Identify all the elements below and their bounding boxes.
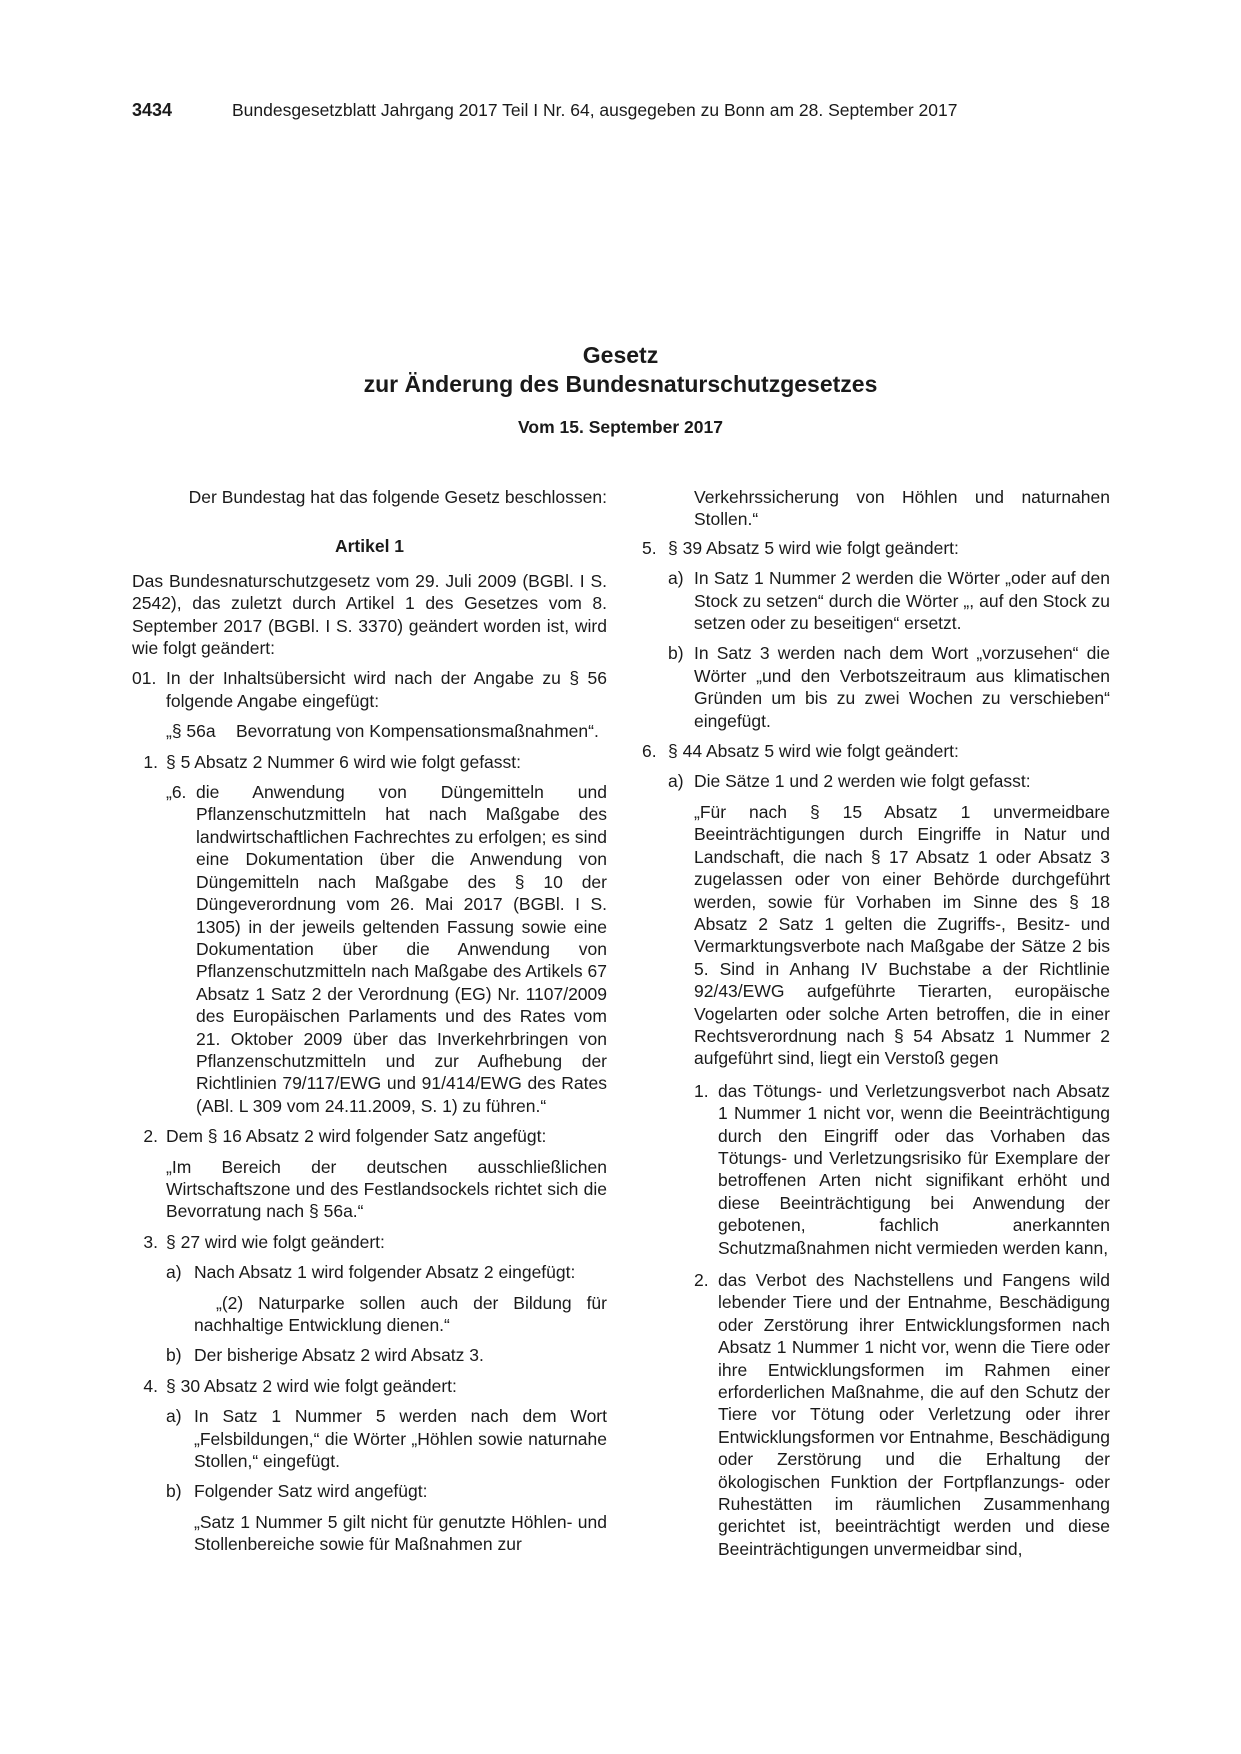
header-text: Bundesgesetzblatt Jahrgang 2017 Teil I Nr. 64, ausgegeben zu Bonn am 28. September 2017 xyxy=(232,100,958,120)
quoted-provision: „6. die Anwendung von Düngemitteln und Pflanzenschutzmitteln hat nach Maßgabe des landwirtschaftlichen Fachrechtes zu erfolgen; es sind eine Dokumentation über die Anwendung von Düngemitteln nach Maßgabe des § 10 der Düngeverordnung vom 26. Mai 2017 (BGBl. I S. 1305) in der jeweils geltenden Fassung sowie eine Dokumentation über die Anwendung von Pflanzenschutzmitteln nach Maßgabe des Artikels 67 Absatz 1 Satz 2 der Verordnung (EG) Nr. 1107/2009 des Europäischen Parlaments und des Rates vom 21. Oktober 2009 über das Inverkehrbringen von Pflanzenschutzmitteln und zur Aufhebung der Richtlinien 79/117/EWG und 91/414/EWG des Rates (ABl. L 309 vom 24.11.2009, S. 1) zu führen.“ xyxy=(166,782,607,1116)
quoted-provision: „Für nach § 15 Absatz 1 unvermeidbare Beeinträchtigungen durch Eingriffe in Natur und Landschaft, die nach § 17 Absatz 1 oder Absatz 3 zugelassen oder von einer Behörde durchgeführt werden, sowie für Vorhaben im Sinne des § 18 Absatz 2 Satz 1 gelten die Zugriffs-, Besitz- und Vermarktungsverbote nach Maßgabe der Sätze 2 bis 5. Sind in Anhang IV Buchstabe a der Richtlinie 92/43/EWG aufgeführte Tierarten, europäische Vogelarten oder solche Arten betroffen, die in einer Rechtsverordnung nach § 54 Absatz 1 Nummer 2 aufgeführt sind, liegt ein Verstoß gegen xyxy=(694,801,1110,1069)
continued-text: Verkehrssicherung von Höhlen und naturnahen Stollen.“ xyxy=(694,487,1110,530)
quoted-paragraph: „(2) Naturparke sollen auch der Bildung für nachhaltige Entwicklung dienen.“ xyxy=(194,1292,607,1335)
quoted-sentence: „Satz 1 Nummer 5 gilt nicht für genutzte Höhlen- und Stollenbereiche sowie für Maßnahmen zur xyxy=(194,1511,607,1555)
list-item-6: 6. § 44 Absatz 5 wird wie folgt geändert: xyxy=(642,741,959,762)
title-line-2: zur Änderung des Bundesnaturschutzgesetzes xyxy=(363,371,878,397)
sub-item-5b: b) In Satz 3 werden nach dem Wort „vorzusehen“ die Wörter „und den Verbotszeitraum aus klimatischen Gründen um bis zu zwei Wochen zu verschieben“ eingefügt. xyxy=(668,643,1110,731)
sub-item-4a: a) In Satz 1 Nummer 5 werden nach dem Wort „Felsbildungen,“ die Wörter „Höhlen sowie naturnahe Stollen,“ eingefügt. xyxy=(166,1406,607,1472)
title-line-1: Gesetz xyxy=(582,342,659,368)
article-intro: Das Bundesnaturschutzgesetz vom 29. Juli 2009 (BGBl. I S. 2542), das zuletzt durch Artikel 1 des Gesetzes vom 8. September 2017 (BGBl. I S. 3370) geändert worden ist, wird wie folgt geändert: xyxy=(132,570,607,659)
inserted-entry: „§ 56a Bevorratung von Kompensationsmaßnahmen“. xyxy=(166,721,599,742)
list-item-4: 4. § 30 Absatz 2 wird wie folgt geändert: xyxy=(143,1375,457,1396)
enactment-clause: Der Bundestag hat das folgende Gesetz beschlossen: xyxy=(188,487,607,507)
sub-item-5a: a) In Satz 1 Nummer 2 werden die Wörter „oder auf den Stock zu setzen“ durch die Wörter „, auf den Stock zu setzen oder zu beseitigen“ ersetzt. xyxy=(668,568,1110,634)
page-number: 3434 xyxy=(132,100,173,120)
quoted-sentence: „Im Bereich der deutschen ausschließlichen Wirtschaftszone und des Festlandsockels richtet sich die Bevorratung nach § 56a.“ xyxy=(166,1156,607,1222)
sub-item-6a: a) Die Sätze 1 und 2 werden wie folgt gefasst: xyxy=(668,771,1031,792)
sub-item-3b: b) Der bisherige Absatz 2 wird Absatz 3. xyxy=(166,1345,484,1366)
provision-item-2: 2. das Verbot des Nachstellens und Fangens wild lebender Tiere und der Entnahme, Beschädigung oder Zerstörung ihrer Entwicklungsformen nach Absatz 1 Nummer 1 nicht vor, wenn die Tiere oder ihre Entwicklungsformen im Rahmen einer erforderlichen Maßnahme, die auf den Schutz der Tiere vor Tötung oder Verletzung oder ihrer Entwicklungsformen vor Entnahme, Beschädigung oder Zerstörung und die Erhaltung der ökologischen Funktion der Fortpflanzungs- oder Ruhestätten im räumlichen Zusammenhang gerichtet ist, beeinträchtigt werden und diese Beeinträchtigungen unvermeidbar sind, xyxy=(694,1270,1110,1559)
sub-item-4b: b) Folgender Satz wird angefügt: xyxy=(166,1481,428,1502)
running-header xyxy=(132,100,957,121)
document-title xyxy=(0,341,1241,399)
list-item-2: 2. Dem § 16 Absatz 2 wird folgender Satz angefügt: xyxy=(143,1126,547,1147)
document-date: Vom 15. September 2017 xyxy=(518,417,723,437)
left-column xyxy=(132,486,607,1564)
sub-item-3a: a) Nach Absatz 1 wird folgender Absatz 2 eingefügt: xyxy=(166,1262,576,1283)
list-item-5: 5. § 39 Absatz 5 wird wie folgt geändert: xyxy=(642,537,959,558)
right-column xyxy=(642,486,1110,1568)
list-item-01: 01. In der Inhaltsübersicht wird nach der Angabe zu § 56 folgende Angabe eingefügt: xyxy=(132,668,607,711)
provision-item-1: 1. das Tötungs- und Verletzungsverbot nach Absatz 1 Nummer 1 nicht vor, wenn die Beeinträchtigung durch den Eingriff oder das Vorhaben das Tötungs- und Verletzungsrisiko für Exemplare der betroffenen Arten nicht signifikant erhöht und diese Beeinträchtigung bei Anwendung der gebotenen, fachlich anerkannten Schutzmaßnahmen nicht vermieden werden kann, xyxy=(694,1080,1110,1258)
list-item-3: 3. § 27 wird wie folgt geändert: xyxy=(143,1231,385,1252)
list-item-1: 1. § 5 Absatz 2 Nummer 6 wird wie folgt gefasst: xyxy=(143,751,522,772)
article-heading: Artikel 1 xyxy=(334,536,405,557)
